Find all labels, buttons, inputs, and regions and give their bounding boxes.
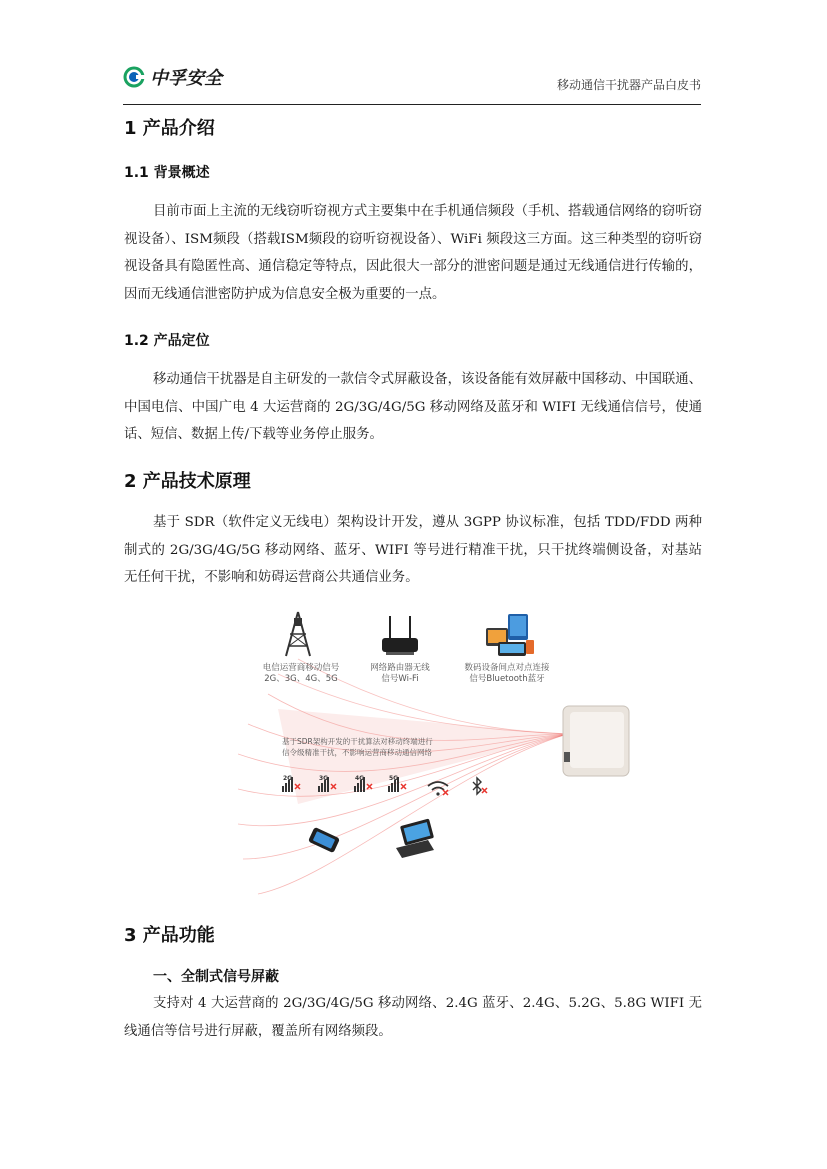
- tower-label-line-1: 电信运营商移动信号: [262, 663, 340, 673]
- logo-text: 中孚安全: [150, 68, 222, 89]
- sdr-interference-diagram: [238, 604, 640, 900]
- cell-tower-icon: [286, 612, 310, 656]
- tower-label: [256, 663, 346, 685]
- section-1-2-heading: 1.2 产品定位: [124, 333, 210, 349]
- signal-label-2g: 2G: [283, 775, 293, 782]
- section-1-heading: 1 产品介绍: [124, 118, 215, 139]
- section-2-paragraph: 基于 SDR（软件定义无线电）架构设计开发，遵从 3GPP 协议标准，包括 TDD/FDD 两种制式的 2G/3G/4G/5G 移动网络、蓝牙、WIFI 等号进行精准干扰，只干扰终端侧设备，对基站无任何干扰，不影响和妨碍运营商公共通信业务。: [124, 515, 702, 585]
- jammer-device-icon: [563, 706, 629, 776]
- section-1-1-heading: 1.1 背景概述: [124, 165, 210, 181]
- smartphone-icon: [308, 827, 340, 853]
- devices-label-line-2: 信号Bluetooth蓝牙: [469, 674, 545, 684]
- page-header: [123, 62, 701, 105]
- section-3-heading: 3 产品功能: [124, 925, 215, 946]
- section-3-1-paragraph: 支持对 4 大运营商的 2G/3G/4G/5G 移动网络、2.4G 蓝牙、2.4G、5.2G、5.8G WIFI 无线通信等信号进行屏蔽，覆盖所有网络频段。: [124, 996, 702, 1039]
- devices-label: [452, 663, 562, 685]
- section-1-1-paragraph: 目前市面上主流的无线窃听窃视方式主要集中在手机通信频段（手机、搭载通信网络的窃听窃视设备）、ISM频段（搭载ISM频段的窃听窃视设备）、WiFi 频段这三方面。这三种类型的窃听窃视设备具有隐匿性高、通信稳定等特点，因此很大一部分的泄密问题是通过无线通信进行传输的，因而无线通信泄密防护成为信息安全极为重要的一点。: [124, 204, 703, 302]
- router-label-line-1: 网络路由器无线: [370, 663, 430, 673]
- diagram-caption-line-2: 信令级精准干扰，不影响运营商移动通信网络: [282, 748, 432, 757]
- router-label: [358, 663, 442, 685]
- logo-icon: [123, 66, 145, 88]
- signal-label-5g: 5G: [389, 775, 399, 782]
- section-3-1-heading: 一、全制式信号屏蔽: [153, 969, 279, 985]
- digital-devices-icon: [486, 614, 534, 656]
- router-label-line-2: 信号Wi-Fi: [381, 674, 419, 684]
- tower-label-line-2: 2G、3G、4G、5G: [264, 674, 338, 684]
- laptop-icon: [396, 818, 434, 858]
- diagram-caption: [282, 736, 433, 758]
- section-1-2-paragraph: 移动通信干扰器是自主研发的一款信令式屏蔽设备，该设备能有效屏蔽中国移动、中国联通、中国电信、中国广电 4 大运营商的 2G/3G/4G/5G 移动网络及蓝牙和 WIFI 无线通信信号，使通话、短信、数据上传/下载等业务停止服务。: [124, 372, 703, 442]
- section-2-heading: 2 产品技术原理: [124, 471, 251, 492]
- signal-label-3g: 3G: [319, 775, 329, 782]
- diagram-caption-line-1: 基于SDR架构开发的干扰算法对移动终端进行: [282, 737, 433, 746]
- devices-label-line-1: 数码设备间点对点连接: [464, 663, 550, 673]
- wifi-router-icon: [382, 616, 418, 655]
- company-logo: [123, 64, 222, 90]
- document-title: 移动通信干扰器产品白皮书: [556, 78, 701, 92]
- signal-label-4g: 4G: [355, 775, 365, 782]
